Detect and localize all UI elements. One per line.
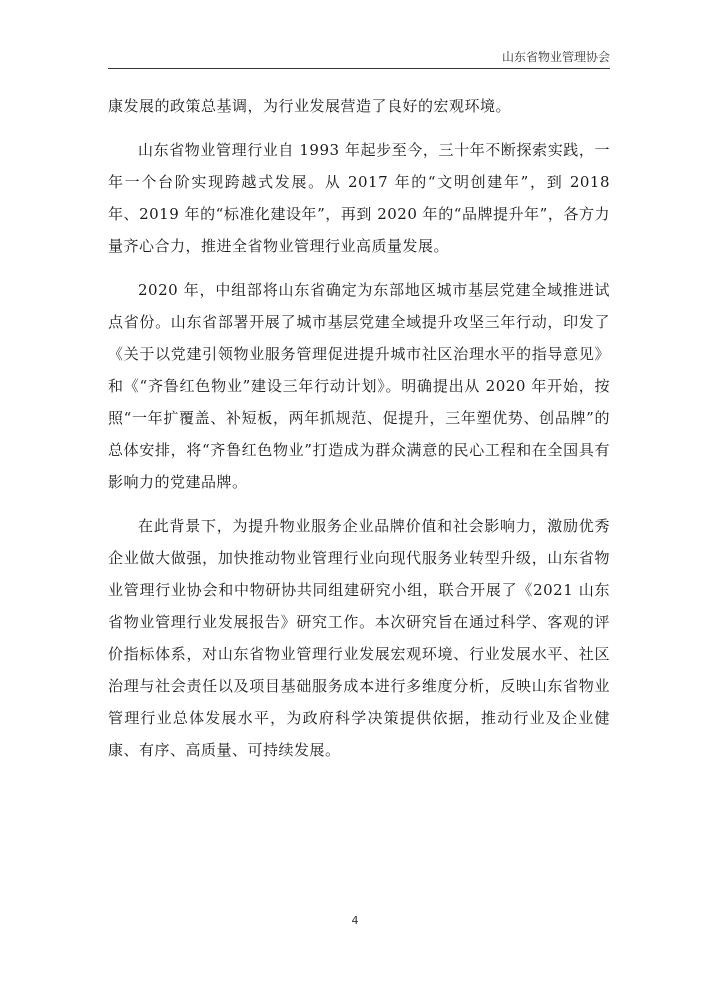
paragraph-continuation: 康发展的政策总基调，为行业发展营造了良好的宏观环境。 [108,97,512,115]
header-org-name: 山东省物业管理协会 [501,50,610,64]
paragraph-industry-history: 山东省物业管理行业自 1993 年起步至今，三十年不断探索实践，一年一个台阶实现跨越式发展。从 2017 年的“文明创建年”，到 2018 年、2019 年的“标准化建设年”，再到 2020 年的“品牌提升年”，各方力量齐心合力，推进全省物业管理行业高质量发展。 [108,141,610,255]
paragraph-research-background: 在此背景下，为提升物业服务企业品牌价值和社会影响力，激励优秀企业做大做强，加快推动物业管理行业向现代服务业转型升级，山东省物业管理行业协会和中物研协共同组建研究小组，联合开展了《2021 山东省物业管理行业发展报告》研究工作。本次研究旨在通过科学、客观的评价指标体系，对山东省物业管理行业发展宏观环境、行业发展水平、社区治理与社会责任以及项目基础服务成本进行多维度分析，反映山东省物业管理行业总体发展水平，为政府科学决策提供依据，推动行业及企业健康、有序、高质量、可持续发展。 [108,517,610,759]
page-header [108,44,610,69]
body-text [108,90,610,766]
page-number: 4 [351,914,359,927]
paragraph-party-building: 2020 年，中组部将山东省确定为东部地区城市基层党建全域推进试点省份。山东省部署开展了城市基层党建全域提升攻坚三年行动，印发了《关于以党建引领物业服务管理促进提升城市社区治理水平的指导意见》和《“齐鲁红色物业”建设三年行动计划》。明确提出从 2020 年开始，按照“一年扩覆盖、补短板，两年抓规范、促提升，三年塑优势、创品牌”的总体安排，将“齐鲁红色物业”打造成为群众满意的民心工程和在全国具有影响力的党建品牌。 [108,281,610,491]
